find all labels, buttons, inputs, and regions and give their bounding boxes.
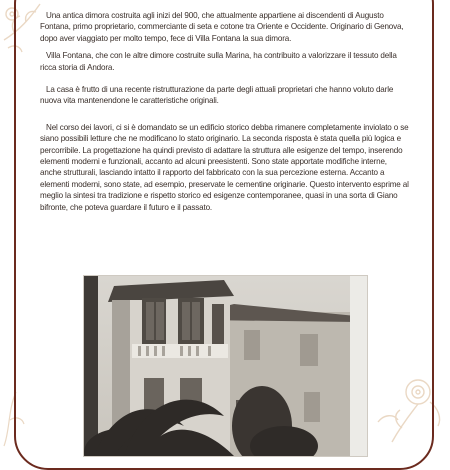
villa-historic-photo (84, 276, 367, 456)
villa-photo-image (84, 276, 367, 456)
paragraph-works: Nel corso dei lavori, ci si è domandato se un edificio storico debba rimanere completamente inviolato o se siano possibili letture che ne modificano lo stato originario. La seconda risposta è stata quella più logica e percorribile. La progettazione ha quindi previsto di adattare la struttura alle esigenze del tempo, inserendo elementi moderni e funzionali, accanto ad alcuni preesistenti. Sono state apportate modifiche interne, anche strutturali, lasciando intatto il rapporto del fabbricato con la sua percezione esterna. Accanto a elementi moderni, sono state, ad esempio, preservate le cementine originarie. Questo intervento esprime al meglio la sintesi tra tradizione e rispetto storico ed esigenze contemporanee, quasi in una sorta di Giano bifronte, che poteva guardare il futuro e il passato. (40, 122, 409, 212)
paragraph-history: Una antica dimora costruita agli inizi del 900, che attualmente appartiene ai discendenti di Augusto Fontana, primo proprietario, commerciante di seta e cotone tra Oriente e Occidente. Originario di Genova, dopo aver viaggiato per molto tempo, fece di Villa Fontana la sua dimora. (40, 11, 404, 43)
paragraph-renovation: La casa è frutto di una recente ristrutturazione da parte degli attuali proprietari che hanno voluto darle nuova vita mantenendone le caratteristiche originali. (40, 85, 394, 106)
paragraph-andora: Villa Fontana, che con le altre dimore costruite sulla Marina, ha contribuito a valorizzare il tessuto della ricca storia di Andora. (40, 51, 397, 72)
article-text (40, 10, 410, 223)
